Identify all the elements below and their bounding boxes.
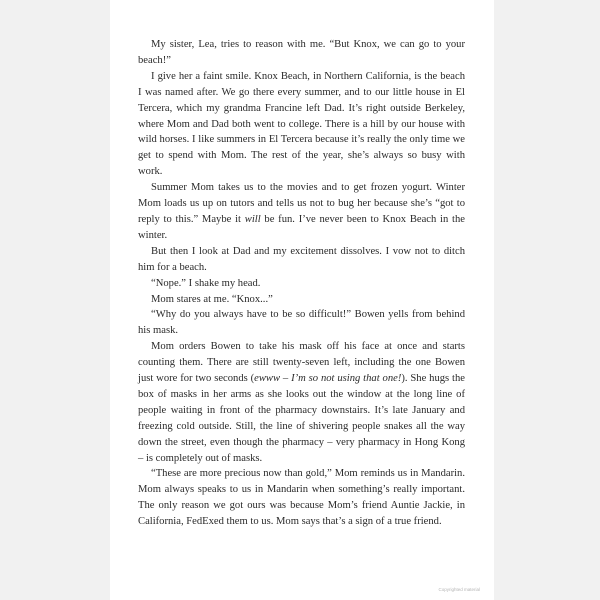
text-run: be fun. I’ve never been to Knox Beach in the winter. [138, 213, 465, 241]
text-run: Summer Mom takes us to the movies and to get frozen yogurt. Winter Mom loads us up on tutors and tells us not to bug her because she’s “got to reply to this.” Maybe it [138, 182, 465, 225]
text-run: ). She hugs the box of masks in her arms as she looks out the window at the long line of people waiting in front of the pharmacy downstairs. It’s late January and freezing cold outside. Still, the line of shivering people snakes all the way down the street, even though the pharmacy – very pharmacy in Hong Kong – is completely out of masks. [138, 373, 465, 464]
italic-text: ewww – I’m so not using that one! [254, 373, 402, 385]
text-run: I give her a faint smile. Knox Beach, in Northern California, is the beach I was named after. We go there every summer, and to our little house in El Tercera, which my grandma Francine left Dad. It’s right outside Berkeley, where Mom and Dad both went to college. There is a hill by our house with wild horses. I like summers in El Tercera because it’s really the only time we get to spend with Mom. The rest of the year, she’s always so busy with work. [138, 70, 465, 178]
italic-text: will [244, 213, 261, 225]
body-text [138, 37, 465, 530]
text-run: “Nope.” I shake my head. [151, 277, 261, 289]
paragraph [138, 307, 465, 339]
paragraph [138, 69, 465, 180]
paragraph [138, 37, 465, 69]
copyright-watermark: Copyrighted material [438, 587, 480, 592]
paragraph [138, 292, 465, 308]
paragraph [138, 244, 465, 276]
text-run: Mom stares at me. “Knox...” [151, 293, 273, 305]
text-run: Mom orders Bowen to take his mask off his face at once and starts counting them. There are still twenty-seven left, including the one Bowen just wore for two seconds ( [138, 341, 465, 385]
text-run: “These are more precious now than gold,” Mom reminds us in Mandarin. Mom always speaks to us in Mandarin when something’s really important. The only reason we got ours was because Mom’s friend Auntie Jackie, in California, FedExed them to us. Mom says that’s a sign of a true friend. [138, 468, 465, 528]
text-run: My sister, Lea, tries to reason with me. “But Knox, we can go to your beach!” [138, 39, 465, 66]
book-page [110, 0, 494, 600]
paragraph [138, 339, 465, 466]
text-run: But then I look at Dad and my excitement dissolves. I vow not to ditch him for a beach. [138, 245, 465, 273]
paragraph [138, 276, 465, 292]
paragraph [138, 180, 465, 244]
text-run: “Why do you always have to be so difficult!” Bowen yells from behind his mask. [138, 309, 465, 337]
paragraph [138, 466, 465, 530]
